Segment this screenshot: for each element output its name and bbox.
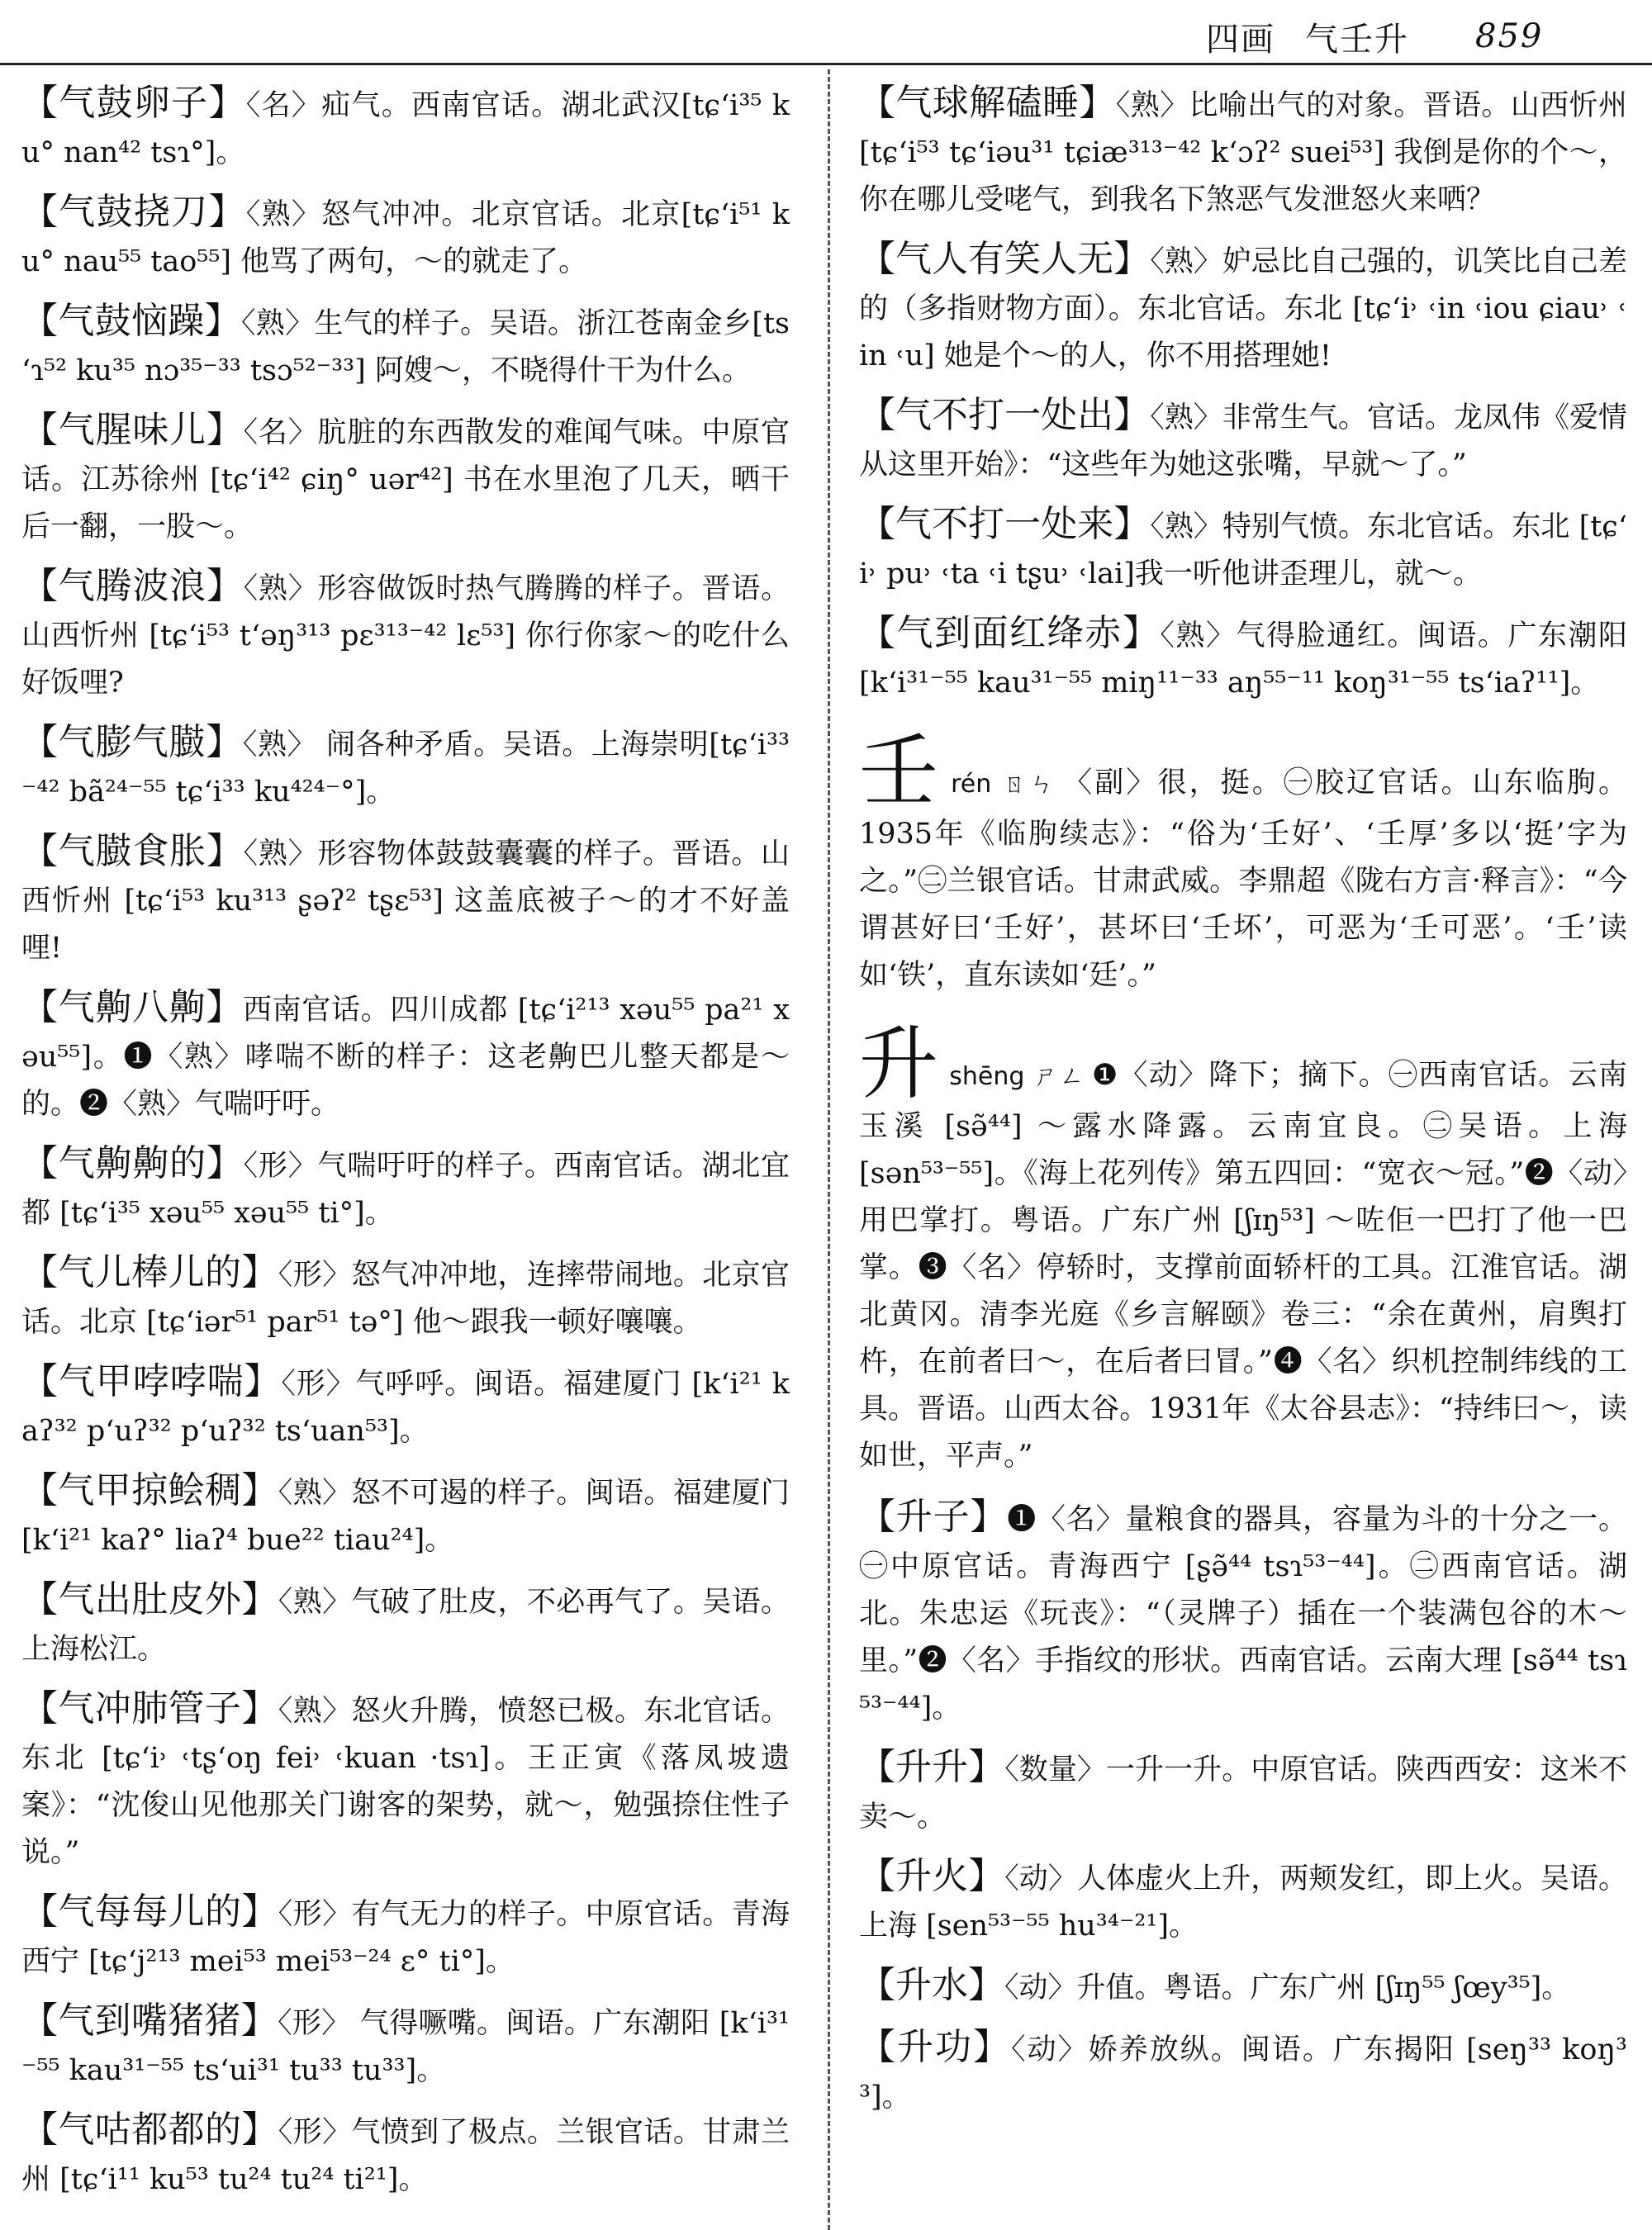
entry-definition: 〈熟〉妒忌比自己强的，讥笑比自己差的（多指财物方面）。东北官话。东北 [tɕʻi˒ ˓in ˓iou ɕiau˒ ˓in ˓u] 她是个～的人，你不用搭理她! — [859, 245, 1628, 372]
entry-headword: 【 气不打一处来 】 — [859, 503, 1150, 545]
dict-entry — [21, 1249, 790, 1346]
entry-headword: 【 气鼓挠刀 】 — [21, 191, 246, 233]
dict-entry — [21, 984, 790, 1128]
entry-headword: 【 气冲肺管子 】 — [21, 1687, 278, 1729]
entry-definition: 〈熟〉 闹各种矛盾。吴语。上海崇明[tɕʻi³³⁻⁴² bã²⁴⁻⁵⁵ tɕʻi³³ ku⁴²⁴⁻°]。 — [21, 728, 790, 809]
dict-entry — [21, 562, 790, 707]
dict-entry — [21, 79, 790, 177]
left-column — [21, 79, 790, 2215]
dict-entry — [21, 297, 790, 395]
entry-definition: 〈形〉气喘吁吁的样子。西南官话。湖北宜都 [tɕʻi³⁵ xəu⁵⁵ xəu⁵⁵ ti°]。 — [21, 1150, 790, 1230]
dict-entry — [21, 1685, 790, 1877]
entry-headword: 【 气鼓恼躁 】 — [21, 300, 241, 342]
dict-entry — [21, 406, 790, 551]
dict-entry — [21, 1576, 790, 1673]
page-number: 859 — [1475, 17, 1544, 55]
entry-definition: 〈熟〉特别气愤。东北官话。东北 [tɕʻi˒ pu˒ ˓ta ˓i tʂu˒ ˓lai]我一听他讲歪理儿，就～。 — [859, 510, 1628, 591]
entry-definition: 〈形〉 气得噘嘴。闽语。广东潮阳 [kʻi³¹⁻⁵⁵ kau³¹⁻⁵⁵ tsʻui³¹ tu³³ tu³³]。 — [21, 2007, 790, 2087]
entry-definition: 〈熟〉气破了肚皮，不必再气了。吴语。上海松江。 — [21, 1586, 790, 1666]
entry-headword: 【 气到面红绛赤 】 — [859, 612, 1160, 654]
dict-entry — [21, 1997, 790, 2095]
page-header — [1206, 12, 1619, 61]
entry-definition: 〈名〉肮脏的东西散发的难闻气味。中原官话。江苏徐州 [tɕʻi⁴² ɕiŋ° uər⁴²] 书在水里泡了几天，晒干后一翻，一股～。 — [21, 416, 790, 543]
entry-definition: 〈形〉怒气冲冲地，连摔带闹地。北京官话。北京 [tɕʻiər⁵¹ par⁵¹ tə°] 他～跟我一顿好嚷嚷。 — [21, 1259, 790, 1339]
entry-headword: 【 升功 】 — [859, 2026, 1011, 2068]
entry-headword: 【 升子 】 — [859, 1496, 1007, 1538]
entry-headword: 【 升升 】 — [859, 1746, 1004, 1788]
section-label: 四画 — [1206, 20, 1275, 59]
entry-definition: 〈动〉娇养放纵。闽语。广东揭阳 [seŋ³³ koŋ³³]。 — [859, 2033, 1628, 2114]
char-entry-sheng — [859, 1018, 1627, 1480]
entry-headword: 【 气球解磕睡 】 — [859, 82, 1116, 124]
dict-entry — [21, 2106, 790, 2204]
entry-headword: 【 升火 】 — [859, 1855, 1004, 1897]
char-pinyin: shēng ㄕㄥ — [949, 1062, 1085, 1091]
entry-headword: 【 气不打一处出 】 — [859, 394, 1150, 436]
entry-definition: 〈熟〉怒气冲冲。北京官话。北京[tɕʻi⁵¹ ku° nau⁵⁵ tao⁵⁵] 他骂了两句，～的就走了。 — [21, 198, 790, 278]
entry-headword: 【 气甲哱哱喘 】 — [21, 1360, 281, 1402]
dict-entry — [859, 391, 1627, 489]
head-character: 升 — [859, 1018, 940, 1110]
dict-entry — [21, 1888, 790, 1986]
entry-definition: 〈名〉疝气。西南官话。湖北武汉[tɕʻi³⁵ ku° nan⁴² tsɿ°]。 — [21, 89, 790, 169]
entry-headword: 【 气人有笑人无 】 — [859, 238, 1150, 280]
dict-entry — [859, 610, 1627, 707]
dict-entry — [859, 235, 1627, 380]
header-rule — [0, 63, 1652, 65]
right-column — [859, 79, 1627, 2133]
entry-definition: 〈动〉升值。粤语。广东广州 [ʃɪŋ⁵⁵ ʃœy³⁵]。 — [1004, 1971, 1571, 2005]
entry-definition: ❶〈名〉量粮食的器具，容量为斗的十分之一。㊀中原官话。青海西宁 [ʂə̃⁴⁴ tsɿ⁵³⁻⁴⁴]。㊁西南官话。湖北。朱忠运《玩丧》：“（灵牌子）插在一个装满包谷的木～里。”❷〈名〉手指纹的形状。西南官话。云南大理 [sə̃⁴⁴ tsɿ⁵³⁻⁴⁴]。 — [859, 1503, 1628, 1725]
dict-entry — [21, 1358, 790, 1455]
dict-entry — [859, 501, 1627, 598]
entry-definition: 〈熟〉形容物体鼓鼓囊囊的样子。晋语。山西忻州 [tɕʻi⁵³ ku³¹³ ʂəʔ² tʂɛ⁵³] 这盖底被子～的才不好盖哩! — [21, 837, 790, 965]
entry-definition: 〈熟〉气得脸通红。闽语。广东潮阳 [kʻi³¹⁻⁵⁵ kau³¹⁻⁵⁵ miŋ¹¹⁻³³ aŋ⁵⁵⁻¹¹ koŋ³¹⁻⁵⁵ tsʻiaʔ¹¹]。 — [859, 619, 1628, 700]
column-divider — [828, 69, 830, 2230]
entry-definition: 〈熟〉怒火升腾，愤怒已极。东北官话。东北 [tɕʻi˒ ˓tʂʻoŋ fei˒ ˓kuan ·tsɿ]。王正寅《落凤坡遗案》：“沈俊山见他那关门谢客的架势，就～，勉强捺住性子说。” — [21, 1695, 790, 1869]
entry-headword: 【 气每每儿的 】 — [21, 1891, 278, 1933]
entry-headword: 【 气齁八齁 】 — [21, 986, 243, 1028]
entry-definition: 〈熟〉形容做饭时热气腾腾的样子。晋语。山西忻州 [tɕʻi⁵³ tʻəŋ³¹³ pɛ³¹³⁻⁴² lɛ⁵³] 你行你家～的吃什么好饭哩? — [21, 572, 790, 700]
dict-entry — [21, 719, 790, 816]
entry-headword: 【 气齁齁的 】 — [21, 1142, 244, 1184]
entry-headword: 【 气儿棒儿的 】 — [21, 1251, 278, 1293]
dict-entry — [21, 1140, 790, 1237]
char-entry-ren — [859, 725, 1627, 999]
entry-definition: 〈形〉气愤到了极点。兰银官话。甘肃兰州 [tɕʻi¹¹ ku⁵³ tu²⁴ tu²⁴ ti²¹]。 — [21, 2116, 790, 2196]
entry-headword: 【 气臌食胀 】 — [21, 830, 244, 872]
entry-headword: 【 升水 】 — [859, 1964, 1004, 2006]
header-chars: 气壬升 — [1305, 20, 1409, 59]
entry-headword: 【 气膨气臌 】 — [21, 721, 243, 763]
char-definition: ❶〈动〉降下；摘下。㊀西南官话。云南玉溪 [sə̃⁴⁴] ～露水降露。云南宜良。㊁吴语。上海 [sən⁵³⁻⁵⁵]。《海上花列传》第五四回：“宽衣～冠。”❷〈动〉用巴掌打。粤语。广东广州 [ʃɪŋ⁵³] ～咗佢一巴打了他一巴掌。❸〈名〉停轿时，支撑前面轿杆的工具。江淮官话。湖北黄冈。清李光庭《乡言解颐》卷三：“余在黄州，肩舆打杵，在前者曰～，在后者曰冒。”❹〈名〉织机控制纬线的工具。晋语。山西太谷。1931年《太谷县志》：“持纬曰～，读如世，平声。” — [859, 1059, 1627, 1473]
char-pinyin: rén ㄖㄣ — [951, 770, 1057, 799]
entry-headword: 【 气腥味儿 】 — [21, 409, 244, 451]
dict-entry — [859, 1962, 1627, 2012]
dict-entry — [859, 1853, 1627, 1950]
entry-headword: 【 气甲掠鲙稠 】 — [21, 1469, 278, 1511]
entry-headword: 【 气出肚皮外 】 — [21, 1578, 278, 1620]
entry-definition: 〈熟〉非常生气。官话。龙凤伟《爱情从这里开始》：“这些年为她这张嘴，早就～了。” — [859, 401, 1628, 482]
entry-definition: 〈形〉气呼呼。闽语。福建厦门 [kʻi²¹ kaʔ³² pʻuʔ³² pʻuʔ³² tsʻuan⁵³]。 — [21, 1368, 790, 1448]
dict-entry — [21, 828, 790, 972]
dict-entry — [21, 1467, 790, 1564]
entry-definition: 〈形〉有气无力的样子。中原官话。青海西宁 [tɕʻj²¹³ mei⁵³ mei⁵³⁻²⁴ ɛ° ti°]。 — [21, 1898, 790, 1978]
entry-headword: 【 气到嘴猪猪 】 — [21, 2000, 278, 2042]
entry-definition: 〈动〉人体虚火上升，两颊发红，即上火。吴语。上海 [sen⁵³⁻⁵⁵ hu³⁴⁻²¹]。 — [859, 1862, 1627, 1943]
entry-definition: 〈熟〉怒不可遏的样子。闽语。福建厦门 [kʻi²¹ kaʔ° liaʔ⁴ bue²² tiau²⁴]。 — [21, 1477, 790, 1557]
head-character: 壬 — [859, 725, 942, 818]
entry-definition: 〈熟〉生气的样子。吴语。浙江苍南金乡[tsʻɿ⁵² ku³⁵ nɔ³⁵⁻³³ tsɔ⁵²⁻³³] 阿嫂～，不晓得什干为什么。 — [21, 307, 790, 387]
entry-headword: 【 气腾波浪 】 — [21, 565, 244, 607]
dict-entry — [859, 79, 1627, 224]
char-definition: 〈副〉很，挺。㊀胶辽官话。山东临朐。1935年《临朐续志》：“俗为‘壬好’、‘壬厚’多以‘挺’字为之。”㊁兰银官话。甘肃武威。李鼎超《陇右方言·释言》：“今谓甚好曰‘壬好’，甚坏曰‘壬坏’，可恶为‘壬可恶’。‘壬’读如‘铁’，直东读如‘廷’。” — [859, 766, 1627, 992]
entry-definition: 〈数量〉一升一升。中原官话。陕西西安：这米不卖～。 — [859, 1753, 1627, 1834]
entry-definition: 〈熟〉比喻出气的对象。晋语。山西忻州 [tɕʻi⁵³ tɕʻiəu³¹ tɕiæ³¹³⁻⁴² kʻɔʔ² suei⁵³] 我倒是你的个～，你在哪儿受咾气，到我名下煞恶气发泄怒火来哂？ — [859, 89, 1628, 216]
entry-headword: 【 气咕都都的 】 — [21, 2109, 278, 2151]
dict-entry — [859, 2024, 1627, 2121]
dict-entry — [859, 1493, 1627, 1732]
dict-entry — [21, 188, 790, 286]
entry-headword: 【 气鼓卵子 】 — [21, 82, 246, 124]
entry-definition: 西南官话。四川成都 [tɕʻi²¹³ xəu⁵⁵ pa²¹ xəu⁵⁵]。❶〈熟〉哮喘不断的样子：这老齁巴儿整天都是～的。❷〈熟〉气喘吁吁。 — [21, 994, 790, 1121]
dict-entry — [859, 1744, 1627, 1841]
